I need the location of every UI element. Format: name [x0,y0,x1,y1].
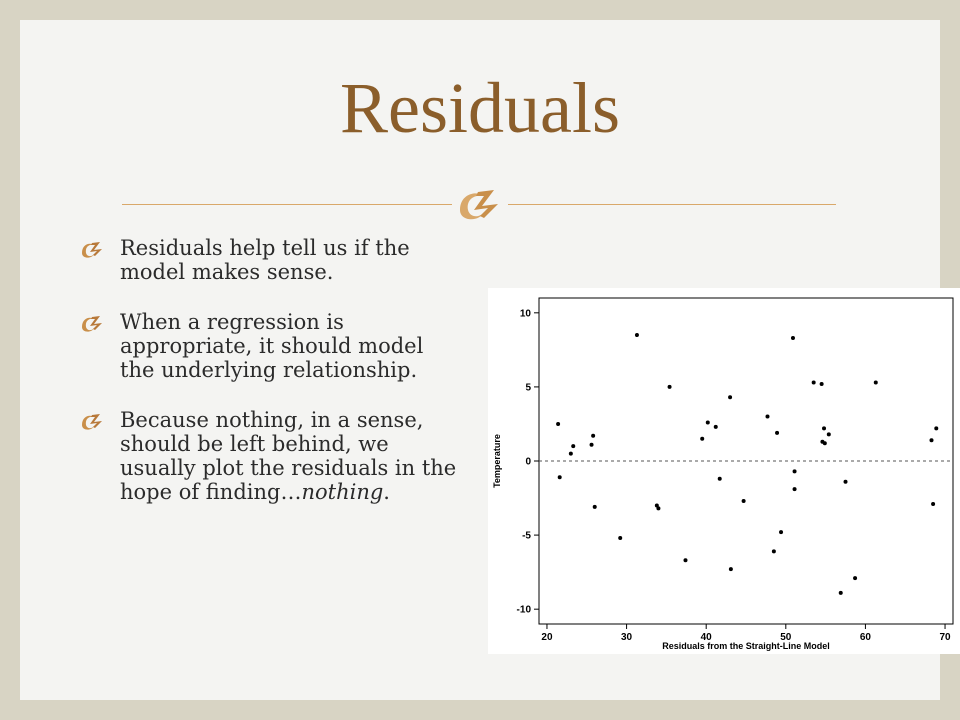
x-tick-label: 60 [859,632,871,643]
bullet-ornament-icon [80,239,106,259]
data-point [793,469,797,473]
x-tick-label: 30 [621,632,633,643]
bullet-item [80,408,460,504]
data-point [618,536,622,540]
data-point [590,443,594,447]
data-point [791,336,795,340]
data-point [714,425,718,429]
data-point [591,434,595,438]
data-point [700,437,704,441]
data-point [718,477,722,481]
bullet-text: When a regression is appropriate, it should model the underlying relationship. [120,310,424,382]
data-point [571,444,575,448]
y-tick-label: 0 [525,456,531,468]
data-point [635,333,639,337]
data-point [706,420,710,424]
data-point [775,431,779,435]
data-point [656,506,660,510]
data-point [874,380,878,384]
ornament-icon [454,184,506,224]
y-tick-label: 10 [519,308,531,320]
bullet-text-end: . [383,480,390,504]
data-point [844,480,848,484]
data-point [593,505,597,509]
y-axis-label: Temperature [492,434,502,488]
bullet-text: Residuals help tell us if the model makes sense. [120,236,410,284]
data-point [793,487,797,491]
bullet-text: Because nothing, in a sense, should be left behind, we usually plot the residuals in the hope of finding… [120,408,457,504]
y-axis [517,308,539,615]
bullet-item [80,310,460,382]
data-point [823,441,827,445]
data-point [569,452,573,456]
data-point [742,499,746,503]
x-tick-label: 70 [939,632,951,643]
data-point [729,567,733,571]
data-point [728,395,732,399]
y-tick-label: -10 [516,604,531,616]
data-point [772,549,776,553]
data-points [556,333,938,595]
data-point [839,591,843,595]
y-tick-label: 5 [525,382,531,394]
bullet-list [80,236,460,530]
data-point [827,432,831,436]
data-point [853,576,857,580]
data-point [556,422,560,426]
data-point [820,382,824,386]
data-point [765,415,769,419]
title-divider-left [122,204,452,205]
data-point [931,502,935,506]
data-point [668,385,672,389]
data-point [822,426,826,430]
x-tick-label: 50 [780,632,792,643]
bullet-ornament-icon [80,411,106,431]
data-point [779,530,783,534]
x-axis-label: Residuals from the Straight-Line Model [662,641,830,651]
x-tick-label: 20 [541,632,553,643]
x-tick-label: 40 [700,632,712,643]
residual-scatter-chart [488,288,960,654]
data-point [683,558,687,562]
data-point [558,475,562,479]
title-divider-right [508,204,836,205]
chart-svg [488,288,960,654]
data-point [812,380,816,384]
bullet-text-italic: nothing [301,480,384,504]
bullet-ornament-icon [80,313,106,333]
slide-title: Residuals [340,68,620,148]
bullet-item [80,236,460,284]
data-point [930,438,934,442]
data-point [934,426,938,430]
y-tick-label: -5 [522,530,531,542]
